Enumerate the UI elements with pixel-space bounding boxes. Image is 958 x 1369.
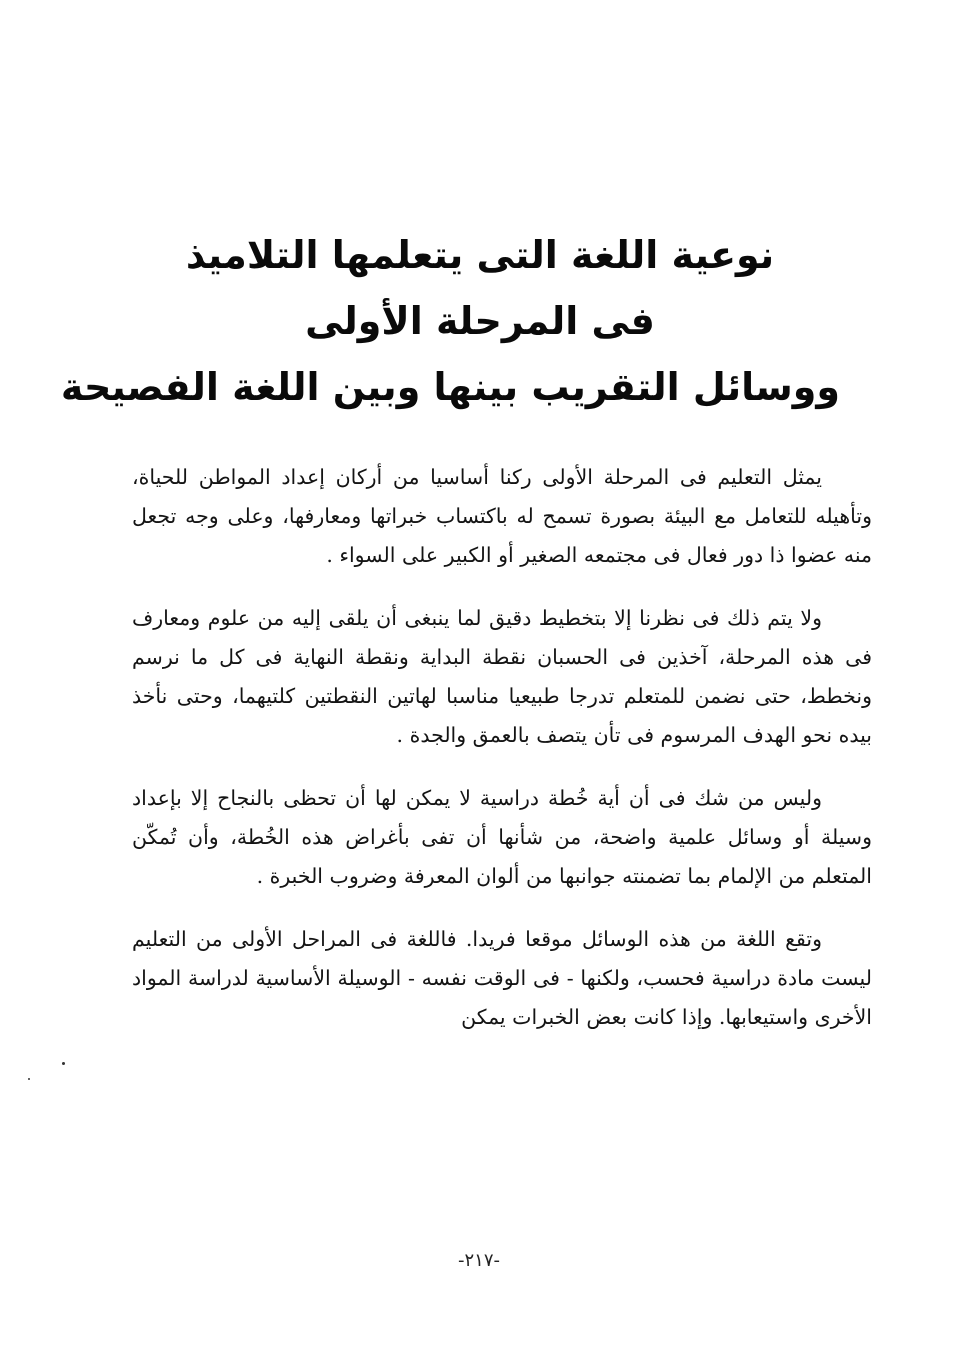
page-number: -٢١٧- xyxy=(457,1250,500,1271)
paragraph-2: ولا يتم ذلك فى نظرنا إلا بتخطيط دقيق لما ينبغى أن يلقى إليه من علوم ومعارف فى هذه المرحلة، آخذين فى الحسبان نقطة البداية ونقطة النهاية فى كل ما نرسم ونخطط، حتى نضمن للمتعلم تدرجا طبيعيا مناسبا لهاتين النقطتين كلتيهما، وحتى نأخذ بيده نحو الهدف المرسوم فى تأن يتصف بالعمق والجدة . xyxy=(132,606,872,747)
paragraph-3: وليس من شك فى أن أية خُطة دراسية لا يمكن لها أن تحظى بالنجاح إلا بإعداد وسيلة أو وسائل علمية واضحة، من شأنها أن تفى بأغراض هذه الخُطة، وأن تُمكّن المتعلم من الإلمام بما تضمنته جوانبها من ألوان المعرفة وضروب الخبرة . xyxy=(132,786,872,888)
scan-speck xyxy=(28,1078,30,1080)
title-line-2: فى المرحلة الأولى xyxy=(305,299,655,343)
paragraph-1: يمثل التعليم فى المرحلة الأولى ركنا أساسيا من أركان إعداد المواطن للحياة، وتأهيله للتعامل مع البيئة بصورة تسمح له باكتساب خبراتها ومعارفها، وعلى وجه تجعل منه عضوا ذا دور فعال فى مجتمعه الصغير أو الكبير على السواء . xyxy=(132,465,872,567)
title-line-3: ووسائل التقريب بينها وبين اللغة الفصيحة xyxy=(60,365,840,409)
document-title xyxy=(60,222,840,420)
document-body xyxy=(132,458,872,1037)
paragraph-4: وتقع اللغة من هذه الوسائل موقعا فريدا. فاللغة فى المراحل الأولى من التعليم ليست مادة دراسية فحسب، ولكنها - فى الوقت نفسه - الوسيلة الأساسية لدراسة المواد الأخرى واستيعابها. وإذا كانت بعض الخبرات يمكن xyxy=(132,927,872,1029)
title-line-1: نوعية اللغة التى يتعلمها التلاميذ xyxy=(185,233,775,277)
scan-speck xyxy=(62,1062,65,1065)
